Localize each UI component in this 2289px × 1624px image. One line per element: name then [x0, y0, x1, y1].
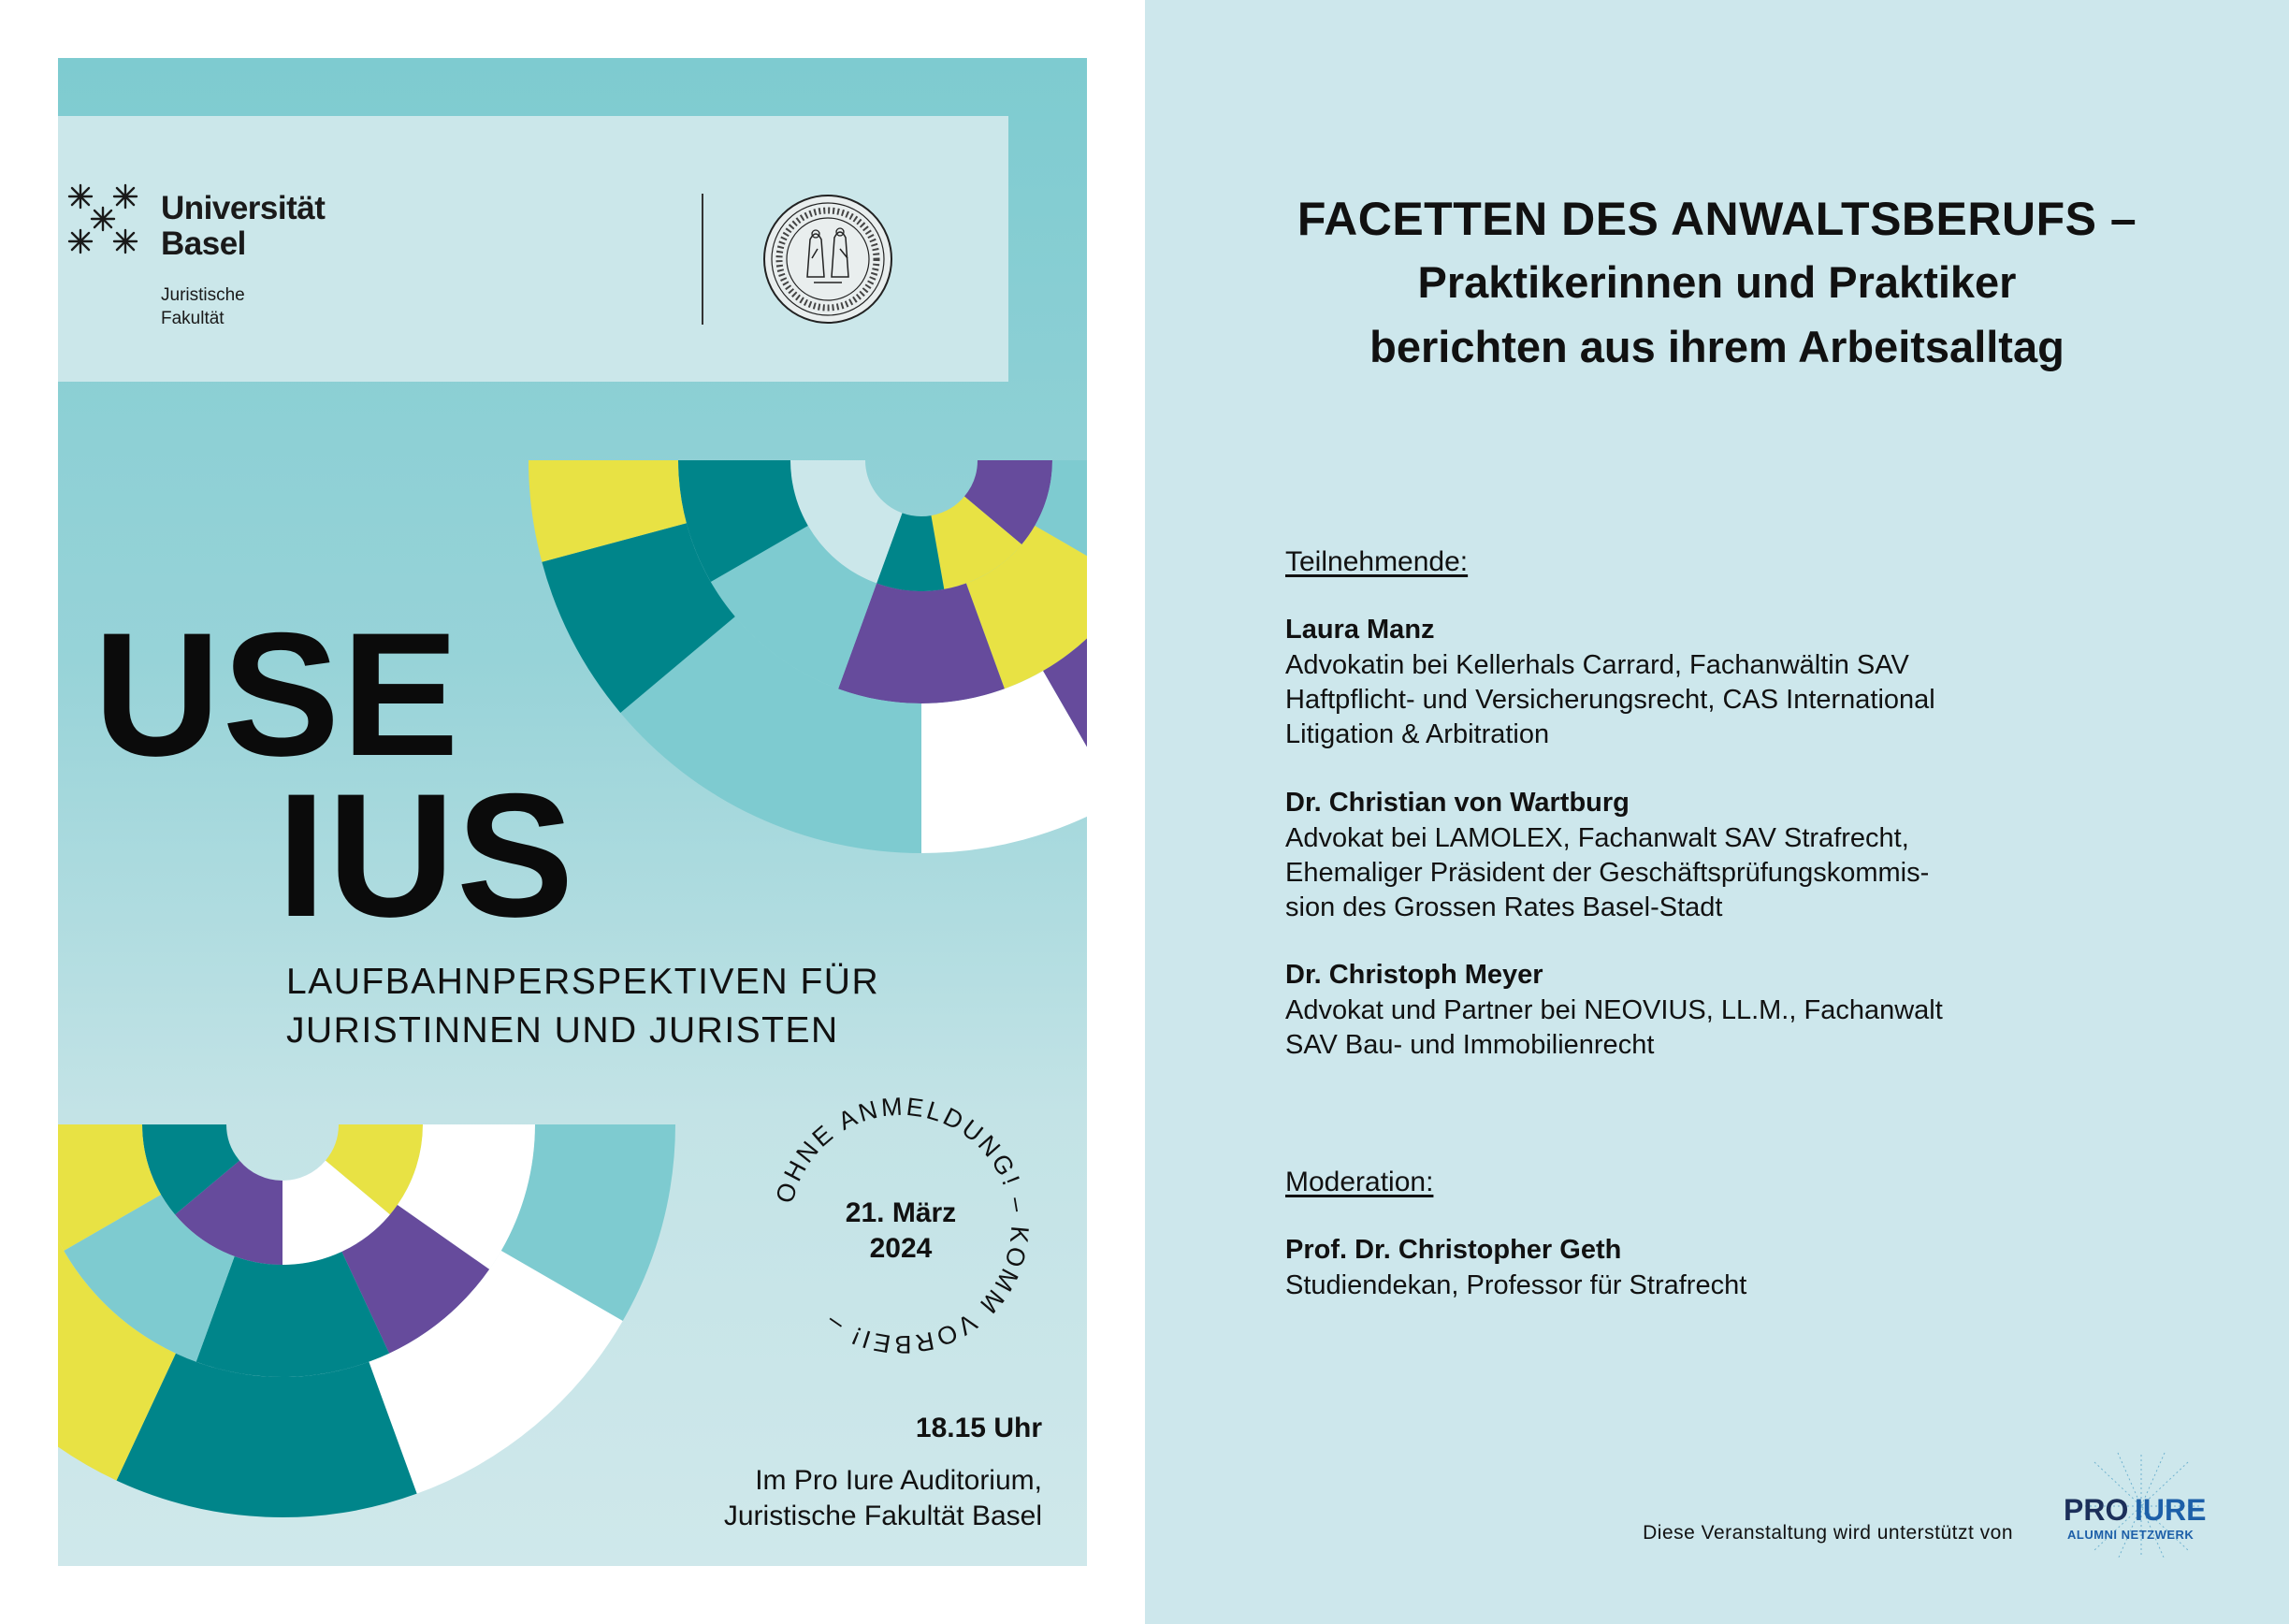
poster-subtitle-line2: JURISTINNEN UND JURISTEN: [286, 1010, 839, 1051]
event-details-panel: [1145, 0, 2289, 1624]
event-time: 18.15 Uhr: [915, 1413, 1042, 1443]
event-heading-line2: Praktikerinnen und Praktiker: [1417, 257, 2017, 307]
participant-name: Laura Manz: [1285, 615, 1435, 645]
university-seal-icon: [761, 193, 894, 326]
pro-iure-logo-pro: PRO: [2064, 1493, 2129, 1527]
pro-iure-logo-sub: ALUMNI NETZWERK: [2067, 1528, 2195, 1542]
university-name-line2: Basel: [161, 225, 246, 262]
event-date-day: 21. März: [845, 1197, 957, 1228]
university-logo-icon: [58, 174, 148, 264]
pro-iure-logo: [2043, 1445, 2239, 1567]
moderator-description-line: Studiendekan, Professor für Strafrecht: [1285, 1270, 1747, 1300]
badge-ring-text: OHNE ANMELDUNG! – KOMM VORBEI! –: [770, 1092, 1035, 1359]
poster-subtitle-line1: LAUFBAHNPERSPEKTIVEN FÜR: [286, 962, 880, 1002]
sponsor-note: Diese Veranstaltung wird unterstützt von: [1643, 1522, 2013, 1544]
header-divider: [702, 194, 703, 325]
participants-label: Teilnehmende:: [1285, 546, 1469, 577]
poster-title-line2: IUS: [277, 757, 576, 953]
participant-description-line: SAV Bau- und Immobilienrecht: [1285, 1030, 1655, 1060]
event-date-year: 2024: [869, 1233, 933, 1264]
poster-title-line1: USE: [94, 596, 461, 792]
participant-description-line: Advokat bei LAMOLEX, Fachanwalt SAV Strafrecht,: [1285, 823, 1909, 853]
moderation-label: Moderation:: [1285, 1167, 1434, 1197]
event-venue-line1: Im Pro Iure Auditorium,: [755, 1465, 1042, 1496]
participant-description-line: Haftpflicht- und Versicherungsrecht, CAS International: [1285, 685, 1935, 715]
participant-name: Dr. Christoph Meyer: [1285, 960, 1543, 990]
participant-description-line: Advokatin bei Kellerhals Carrard, Fachanwältin SAV: [1285, 650, 1909, 680]
decorative-rings-bottom: [58, 1124, 732, 1566]
event-heading-line1: FACETTEN DES ANWALTSBERUFS –: [1297, 193, 2137, 245]
university-name-line1: Universität: [161, 190, 326, 226]
event-venue-line2: Juristische Fakultät Basel: [723, 1501, 1042, 1531]
faculty-name-line1: Juristische: [161, 285, 245, 305]
faculty-name-line2: Fakultät: [161, 309, 225, 328]
event-heading-line3: berichten aus ihrem Arbeitsalltag: [1369, 322, 2064, 371]
participant-name: Dr. Christian von Wartburg: [1285, 788, 1630, 818]
participant-description-line: Advokat und Partner bei NEOVIUS, LL.M., Fachanwalt: [1285, 995, 1943, 1025]
pro-iure-logo-iure: IURE: [2135, 1493, 2207, 1527]
participant-description-line: sion des Grossen Rates Basel-Stadt: [1285, 892, 1723, 922]
participant-description-line: Litigation & Arbitration: [1285, 719, 1550, 749]
participant-description-line: Ehemaliger Präsident der Geschäftsprüfungskommis-: [1285, 858, 1930, 888]
moderator-name: Prof. Dr. Christopher Geth: [1285, 1235, 1622, 1265]
